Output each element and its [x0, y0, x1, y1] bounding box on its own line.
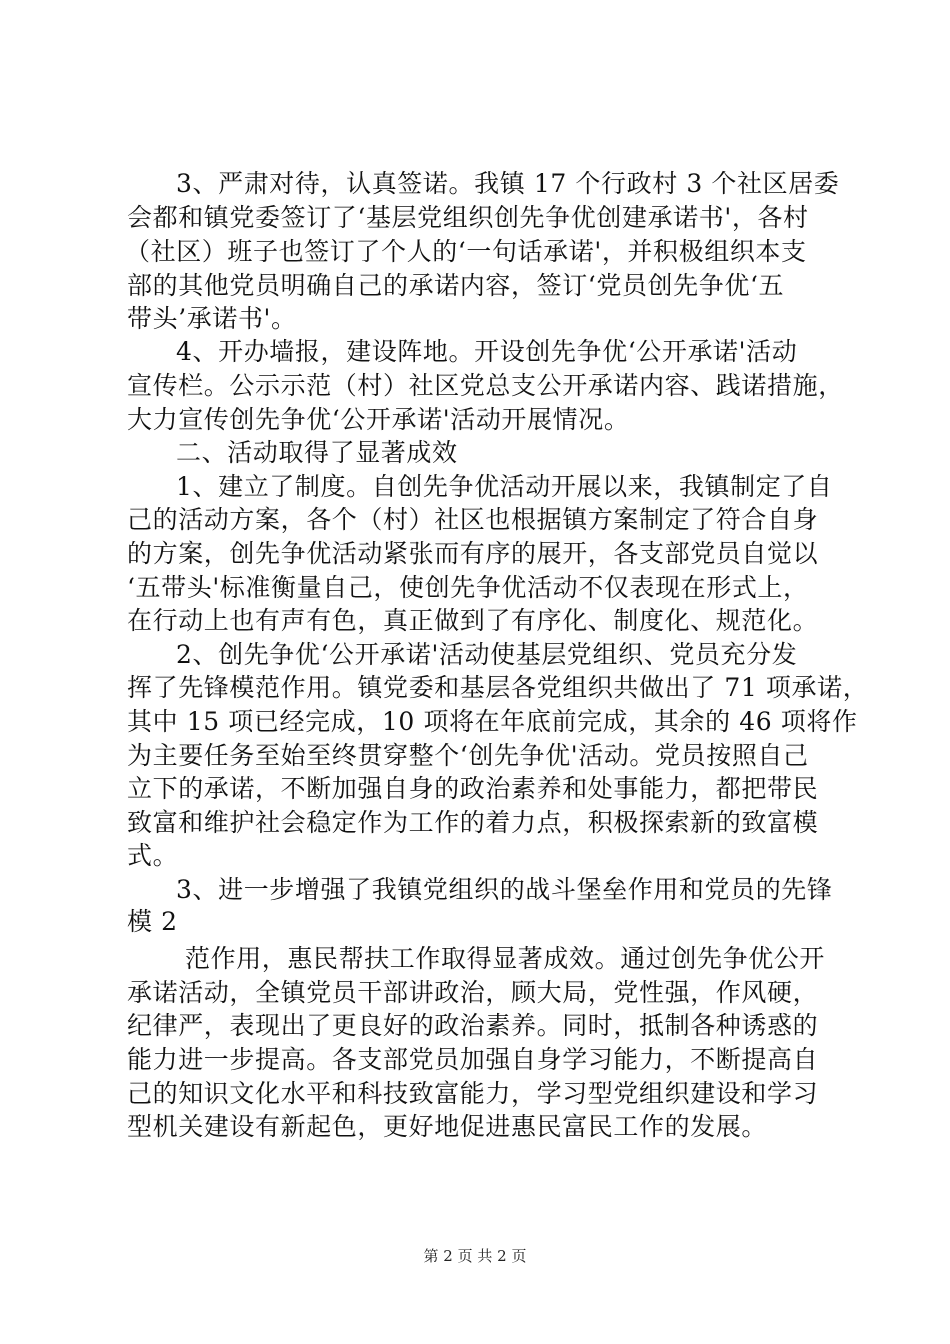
text-line: 致富和维护社会稳定作为工作的着力点，积极探索新的致富模 [127, 808, 819, 837]
text-line: 大力宣传创先争优‘公开承诺'活动开展情况。 [127, 405, 630, 434]
text-line: 1、建立了制度。自创先争优活动开展以来，我镇制定了自 [176, 472, 833, 501]
text-line: 4、开办墙报，建设阵地。开设创先争优‘公开承诺'活动 [176, 337, 798, 366]
text-line: 己的知识文化水平和科技致富能力，学习型党组织建设和学习 [127, 1079, 819, 1108]
text-line: 式。 [127, 841, 179, 870]
text-line: 会都和镇党委签订了‘基层党组织创先争优创建承诺书'，各村 [127, 203, 809, 232]
text-line: 的方案，创先争优活动紧张而有序的展开，各支部党员自觉以 [127, 539, 819, 568]
text-line: 范作用，惠民帮扶工作取得显著成效。通过创先争优公开 [185, 944, 826, 973]
text-line: 能力进一步提高。各支部党员加强自身学习能力，不断提高自 [127, 1045, 819, 1074]
text-line: 3、进一步增强了我镇党组织的战斗堡垒作用和党员的先锋 [176, 875, 833, 904]
text-line: 立下的承诺，不断加强自身的政治素养和处事能力，都把带民 [127, 774, 819, 803]
text-line: 模 2 [127, 907, 178, 936]
text-line: 带头’承诺书'。 [127, 304, 297, 333]
text-line: 部的其他党员明确自己的承诺内容，签订‘党员创先争优‘五 [127, 271, 785, 300]
text-line: 挥了先锋模范作用。镇党委和基层各党组织共做出了 71 项承诺， [127, 673, 869, 702]
text-line: 在行动上也有声有色，真正做到了有序化、制度化、规范化。 [127, 606, 819, 635]
page-number-footer: 第 2 页 共 2 页 [423, 1247, 527, 1265]
text-line: 型机关建设有新起色，更好地促进惠民富民工作的发展。 [127, 1112, 768, 1141]
text-line: 其中 15 项已经完成，10 项将在年底前完成，其余的 46 项将作 [127, 707, 858, 736]
text-line: （社区）班子也签订了个人的‘一句话承诺'，并积极组织本支 [125, 237, 807, 266]
text-line: 为主要任务至始至终贯穿整个‘创先争优'活动。党员按照自己 [127, 741, 809, 770]
text-line: 3、严肃对待，认真签诺。我镇 17 个行政村 3 个社区居委 [176, 169, 840, 198]
text-line: 己的活动方案，各个（村）社区也根据镇方案制定了符合自身 [127, 505, 819, 534]
text-line: 纪律严，表现出了更良好的政治素养。同时，抵制各种诱惑的 [127, 1011, 819, 1040]
text-line: 2、创先争优‘公开承诺'活动使基层党组织、党员充分发 [176, 640, 798, 669]
text-line: 宣传栏。公示示范（村）社区党总支公开承诺内容、践诺措施， [127, 371, 844, 400]
text-line: 承诺活动，全镇党员干部讲政治，顾大局，党性强，作风硬， [127, 978, 819, 1007]
text-line: ‘五带头'标准衡量自己，使创先争优活动不仅表现在形式上， [127, 573, 809, 602]
section-heading: 二、活动取得了显著成效 [176, 438, 458, 467]
